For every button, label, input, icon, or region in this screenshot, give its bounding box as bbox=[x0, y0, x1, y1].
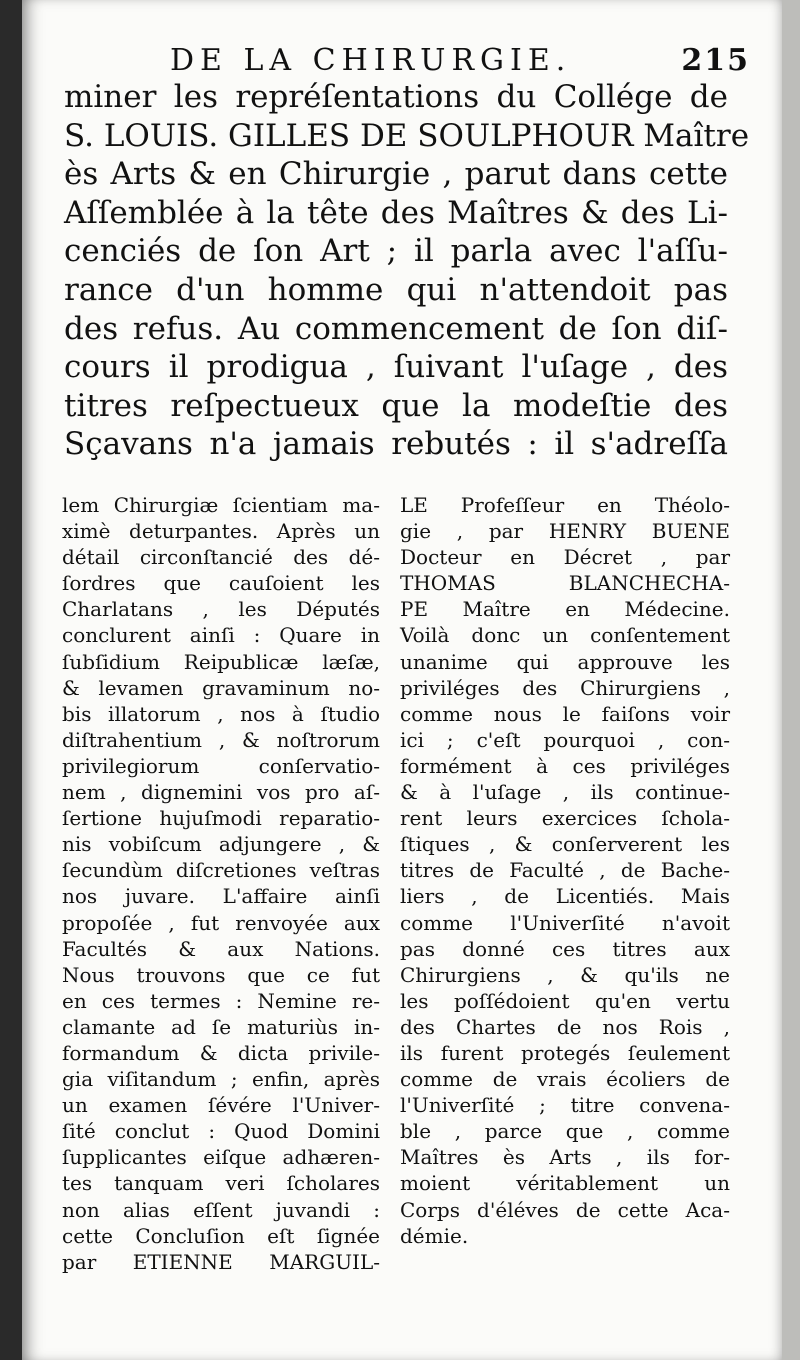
footnote-line: tes tanquam veri ſcholares bbox=[62, 1171, 380, 1196]
footnote-line: nis vobiſcum adjungere , & bbox=[62, 832, 380, 857]
text-line: des refus. Au commencement de ſon diſ- bbox=[64, 310, 728, 347]
footnote-line: Voilà donc un conſentement bbox=[400, 623, 730, 648]
footnote-line: unanime qui approuve les bbox=[400, 649, 730, 674]
footnote-line: des Chartes de nos Rois , bbox=[400, 1014, 730, 1039]
footnote-line: lem Chirurgiæ ſcientiam ma- bbox=[62, 493, 380, 517]
footnote-line: ſecundùm diſcretiones veſtras bbox=[62, 858, 380, 883]
footnote-line: ſtiques , & conſerverent les bbox=[400, 832, 730, 857]
footnote-line: diſtrahentium , & noſtrorum bbox=[62, 727, 380, 752]
footnote-right-column bbox=[400, 492, 730, 1249]
footnote-line: ximè deturpantes. Après un bbox=[62, 519, 380, 544]
footnote-line: THOMAS BLANCHECHA- bbox=[400, 571, 730, 596]
footnote-line: Maîtres ès Arts , ils for- bbox=[400, 1145, 730, 1170]
running-header bbox=[170, 30, 750, 78]
footnote-line: en ces termes : Nemine re- bbox=[62, 988, 380, 1013]
footnote-line: rent leurs exercices ſchola- bbox=[400, 806, 730, 831]
footnote-line: gia viſitandum ; enfin, après bbox=[62, 1067, 380, 1092]
footnote-line: nos juvare. L'affaire ainſi bbox=[62, 884, 380, 909]
text-line: Sçavans n'a jamais rebutés : il s'adreſſa bbox=[64, 426, 728, 463]
footnote-line: non alias eſſent juvandi : bbox=[62, 1197, 380, 1222]
text-line: ès Arts & en Chirurgie , parut dans cette bbox=[64, 156, 728, 193]
footnote-line: privilegiorum conſervatio- bbox=[62, 753, 380, 778]
footnote-line: LE Profeſſeur en Théolo- bbox=[400, 493, 730, 517]
running-title: DE LA CHIRURGIE. bbox=[170, 43, 572, 78]
footnote-line: comme nous le faiſons voir bbox=[400, 701, 730, 726]
footnote-line: Corps d'éléves de cette Aca- bbox=[400, 1197, 730, 1222]
footnote-line: comme l'Univerſité n'avoit bbox=[400, 910, 730, 935]
footnote-line: titres de Faculté , de Bache- bbox=[400, 858, 730, 883]
footnote-line: un examen ſévére l'Univer- bbox=[62, 1093, 380, 1118]
footnote-line: ſité conclut : Quod Domini bbox=[62, 1119, 380, 1144]
footnote-line: Nous trouvons que ce fut bbox=[62, 962, 380, 987]
page-edge bbox=[782, 0, 800, 1360]
footnote-line: ils furent protegés ſeulement bbox=[400, 1040, 730, 1065]
main-text-block bbox=[64, 78, 750, 464]
footnote-line: formandum & dicta privile- bbox=[62, 1040, 380, 1065]
footnote-line: par ETIENNE MARGUIL- bbox=[62, 1249, 380, 1274]
footnote-line: ble , parce que , comme bbox=[400, 1119, 730, 1144]
text-line: miner les repréſentations du Collége de bbox=[64, 79, 728, 115]
footnote-line: liers , de Licentiés. Mais bbox=[400, 884, 730, 909]
footnote-line: cette Concluſion eſt ſignée bbox=[62, 1223, 380, 1248]
footnote-line: ſertione hujuſmodi reparatio- bbox=[62, 806, 380, 831]
footnote-line: Chirurgiens , & qu'ils ne bbox=[400, 962, 730, 987]
text-line: titres reſpectueux que la modeſtie des bbox=[64, 387, 728, 424]
text-line: cours il prodigua , ſuivant l'uſage , des bbox=[64, 349, 728, 386]
footnote-line: bis illatorum , nos à ſtudio bbox=[62, 701, 380, 726]
footnote-line: ici ; c'eſt pourquoi , con- bbox=[400, 727, 730, 752]
footnote-line: Facultés & aux Nations. bbox=[62, 936, 380, 961]
footnote-line: propoſée , fut renvoyée aux bbox=[62, 910, 380, 935]
footnote-line: conclurent ainſi : Quare in bbox=[62, 623, 380, 648]
text-line: Aſſemblée à la tête des Maîtres & des Li- bbox=[64, 194, 728, 231]
footnote-line: nem , dignemini vos pro aſ- bbox=[62, 780, 380, 805]
footnote-line: PE Maître en Médecine. bbox=[400, 597, 730, 622]
footnote-line: comme de vrais écoliers de bbox=[400, 1067, 730, 1092]
footnote-line: pas donné ces titres aux bbox=[400, 936, 730, 961]
footnote-line: Charlatans , les Députés bbox=[62, 597, 380, 622]
footnote-line: l'Univerſité ; titre convena- bbox=[400, 1093, 730, 1118]
page-number: 215 bbox=[681, 43, 750, 78]
footnote-line: détail circonſtancié des dé- bbox=[62, 545, 380, 570]
footnote-line: ſupplicantes eiſque adhæren- bbox=[62, 1145, 380, 1170]
footnote-line: & levamen gravaminum no- bbox=[62, 675, 380, 700]
footnote-line: démie. bbox=[400, 1223, 469, 1248]
text-line: rance d'un homme qui n'attendoit pas bbox=[64, 271, 728, 308]
text-line: S. LOUIS. GILLES DE SOULPHOUR Maître bbox=[64, 117, 750, 154]
footnote-left-column bbox=[62, 492, 380, 1275]
footnote-line: ſordres que cauſoient les bbox=[62, 571, 380, 596]
footnote-line: & à l'uſage , ils continue- bbox=[400, 780, 730, 805]
text-line: cenciés de ſon Art ; il parla avec l'aſſu- bbox=[64, 233, 728, 270]
binding-gutter bbox=[0, 0, 22, 1360]
footnote-line: les poſſédoient qu'en vertu bbox=[400, 988, 730, 1013]
footnote-line: formément à ces priviléges bbox=[400, 753, 730, 778]
footnote-line: clamante ad ſe maturiùs in- bbox=[62, 1014, 380, 1039]
footnote-line: moient véritablement un bbox=[400, 1171, 730, 1196]
footnote-line: gie , par HENRY BUENE bbox=[400, 519, 730, 544]
footnote-line: ſubſidium Reipublicæ læſæ, bbox=[62, 649, 380, 674]
footnote-line: Docteur en Décret , par bbox=[400, 545, 730, 570]
footnote-line: priviléges des Chirurgiens , bbox=[400, 675, 730, 700]
